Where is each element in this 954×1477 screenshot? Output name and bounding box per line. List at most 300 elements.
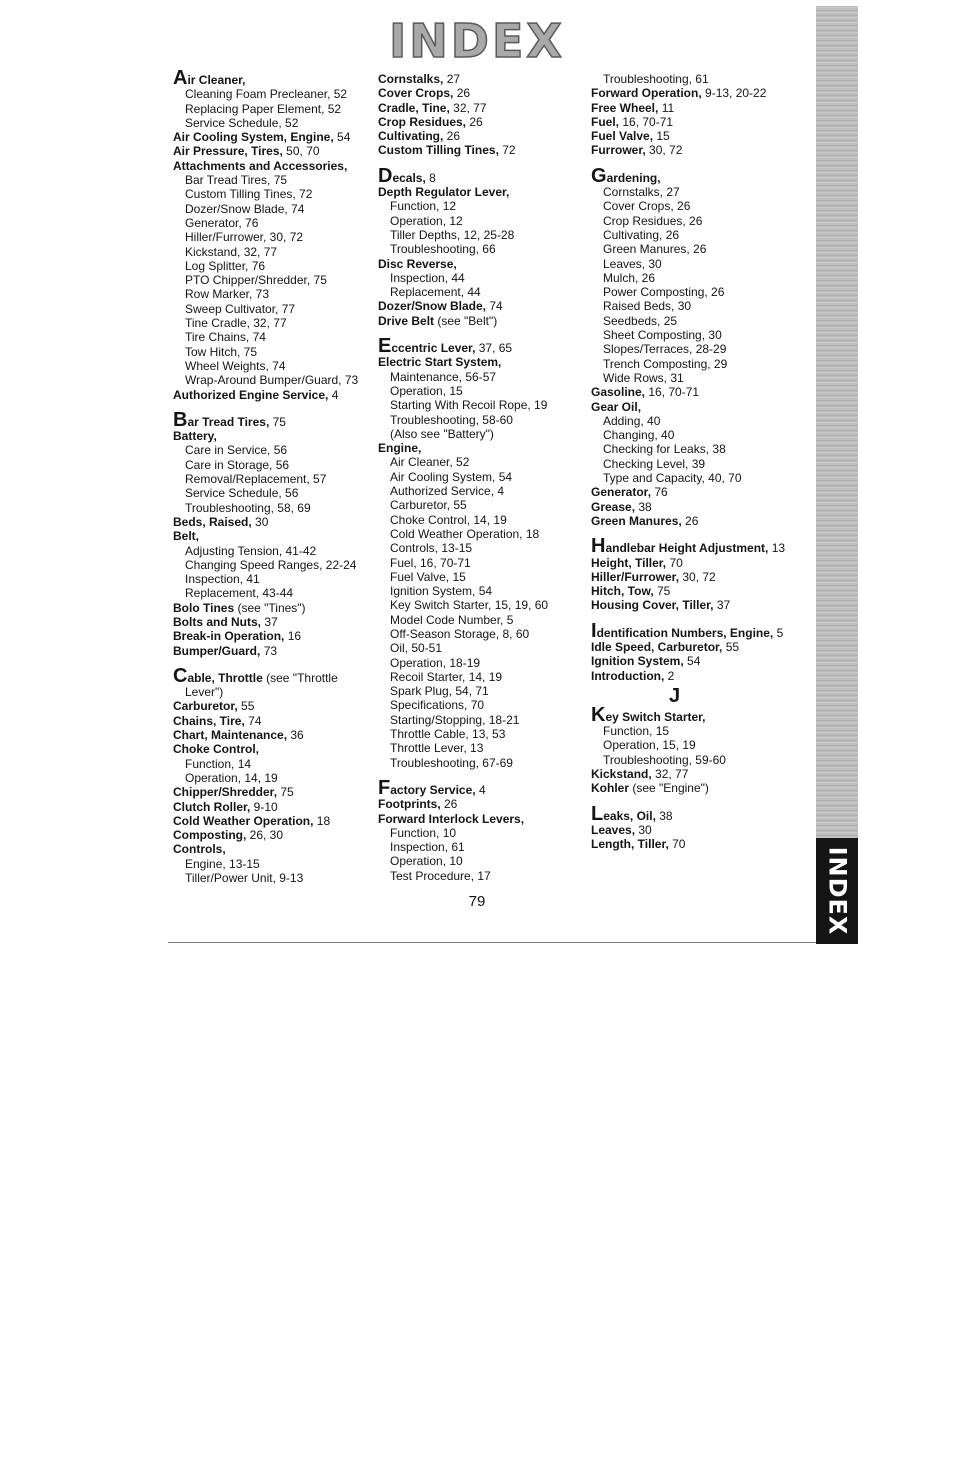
entry-term: Footprints, — [378, 797, 441, 812]
index-entry — [591, 598, 796, 612]
section-initial: C — [173, 664, 188, 687]
index-subentry: Throttle Lever, 13 — [390, 741, 484, 756]
index-entry — [173, 159, 378, 173]
entry-pages: 16, 70-71 — [619, 114, 674, 129]
index-entry — [173, 144, 378, 158]
entry-pages: 26, 30 — [246, 828, 284, 843]
index-subentry: Wide Rows, 31 — [603, 370, 684, 385]
index-subentry: Starting/Stopping, 18-21 — [390, 712, 520, 727]
section-initial: E — [378, 335, 392, 358]
index-subentry: Troubleshooting, 58, 69 — [185, 500, 311, 515]
entry-term: Chipper/Shredder, — [173, 785, 278, 800]
entry-term: Belt, — [173, 529, 200, 544]
entry-pages: 55 — [722, 639, 740, 654]
index-subentry: Care in Storage, 56 — [185, 457, 290, 472]
index-subentry: Throttle Cable, 13, 53 — [390, 727, 506, 742]
index-subentry: Ignition System, 54 — [390, 584, 493, 599]
index-subentry: Inspection, 44 — [390, 270, 465, 285]
index-entry — [173, 814, 378, 828]
index-subentry: PTO Chipper/Shredder, 75 — [185, 273, 327, 288]
index-subentry: Model Code Number, 5 — [390, 612, 514, 627]
index-subentry: Operation, 15 — [390, 383, 463, 398]
entry-term: Chart, Maintenance, — [173, 728, 288, 743]
entry-term: Forward Operation, — [591, 86, 702, 101]
index-entry — [173, 800, 378, 814]
entry-term: Cultivating, — [378, 129, 444, 144]
entry-term: Cornstalks, — [378, 72, 444, 86]
entry-pages: 30 — [251, 514, 269, 529]
index-entry — [591, 535, 796, 558]
index-entry — [378, 101, 583, 115]
entry-pages: 72 — [498, 143, 516, 158]
index-entry — [591, 837, 796, 851]
index-entry — [378, 129, 583, 143]
index-entry — [173, 714, 378, 728]
entry-pages: (see "Tines") — [234, 600, 306, 615]
index-entry — [591, 485, 796, 499]
index-entry — [591, 781, 796, 795]
entry-pages: 4 — [328, 387, 339, 402]
entry-pages: 75 — [277, 785, 294, 800]
index-subentry: Function, 14 — [185, 756, 252, 771]
section-gap — [591, 613, 796, 625]
index-entry — [173, 644, 378, 658]
section-initial: B — [173, 408, 188, 431]
entry-term: ey Switch Starter, — [605, 709, 706, 724]
entry-pages: 2 — [664, 668, 675, 683]
entry-pages: 4 — [475, 782, 486, 797]
index-subentry: Choke Control, 14, 19 — [390, 512, 507, 527]
index-subentry: Spark Plug, 54, 71 — [390, 684, 489, 699]
entry-pages: 26 — [440, 797, 458, 812]
index-subentry: Operation, 15, 19 — [603, 738, 696, 753]
index-subentry: Function, 12 — [390, 199, 457, 214]
entry-term: Leaves, — [591, 822, 636, 837]
index-entry — [173, 388, 378, 402]
index-subentry: Replacing Paper Element, 52 — [185, 101, 342, 116]
entry-pages: 74 — [486, 299, 503, 314]
index-entry — [173, 664, 378, 687]
index-entry — [378, 185, 583, 199]
index-entry — [591, 584, 796, 598]
index-entry — [591, 703, 796, 726]
section-initial: G — [591, 164, 607, 187]
index-entry — [591, 500, 796, 514]
entry-pages: 9-13, 20-22 — [701, 86, 767, 101]
index-subentry: Tow Hitch, 75 — [185, 344, 258, 359]
entry-term: Controls, — [173, 842, 226, 857]
index-subentry: Sheet Composting, 30 — [603, 328, 722, 343]
entry-pages: 8 — [425, 170, 436, 185]
section-gap — [378, 328, 583, 340]
index-entry — [591, 129, 796, 143]
side-tab — [816, 838, 858, 944]
index-entry — [591, 669, 796, 683]
index-subentry: Starting With Recoil Rope, 19 — [390, 398, 548, 413]
entry-term: Cover Crops, — [378, 86, 454, 101]
index-subentry: Type and Capacity, 40, 70 — [603, 471, 742, 486]
entry-pages: 9-10 — [250, 799, 278, 814]
index-subentry: Generator, 76 — [185, 215, 259, 230]
entry-term: andlebar Height Adjustment, — [605, 541, 769, 556]
entry-term: Hiller/Furrower, — [591, 569, 680, 584]
entry-term: Kohler — [591, 781, 630, 796]
index-subentry: Wheel Weights, 74 — [185, 358, 286, 373]
index-entry — [591, 619, 796, 642]
section-initial: H — [591, 535, 606, 558]
entry-term: Fuel, — [591, 114, 620, 129]
entry-term: Dozer/Snow Blade, — [378, 299, 487, 314]
index-entry — [378, 335, 583, 358]
index-entry — [591, 823, 796, 837]
index-entry — [378, 441, 583, 455]
index-subentry: Tiller/Power Unit, 9-13 — [185, 871, 304, 886]
index-subentry: Leaves, 30 — [603, 256, 662, 271]
index-column-1 — [173, 67, 378, 886]
index-subentry: Function, 15 — [603, 724, 670, 739]
entry-pages: 18 — [313, 813, 331, 828]
index-column-2 — [378, 72, 583, 883]
index-entry — [173, 728, 378, 742]
entry-pages: 70 — [666, 555, 683, 570]
index-column-3 — [591, 72, 796, 852]
index-subentry: Fuel Valve, 15 — [390, 569, 466, 584]
index-subentry: Engine, 13-15 — [185, 856, 260, 871]
entry-pages: (see "Engine") — [629, 781, 709, 796]
index-subentry: Test Procedure, 17 — [390, 868, 491, 883]
section-gap — [591, 796, 796, 808]
index-entry — [591, 802, 796, 825]
index-entry — [378, 355, 583, 369]
index-subentry: Key Switch Starter, 15, 19, 60 — [390, 598, 549, 613]
entry-term: Battery, — [173, 429, 217, 444]
index-subentry: Hiller/Furrower, 30, 72 — [185, 230, 304, 245]
entry-pages: 26 — [443, 129, 461, 144]
index-entry — [591, 101, 796, 115]
entry-term: ecals, — [392, 170, 426, 185]
entry-pages: (see "Throttle — [262, 670, 338, 685]
index-entry — [378, 143, 583, 157]
index-entry — [378, 776, 583, 799]
entry-pages: 30, 72 — [645, 143, 683, 158]
entry-term: Air Cooling System, Engine, — [173, 130, 334, 145]
index-entry — [173, 515, 378, 529]
entry-term: Custom Tilling Tines, — [378, 143, 499, 158]
entry-pages: 26 — [453, 86, 471, 101]
entry-term: ccentric Lever, — [391, 341, 476, 356]
entry-pages: 32, 77 — [651, 767, 689, 782]
side-tab-label: INDEX — [823, 846, 851, 936]
index-subentry: Adjusting Tension, 41-42 — [185, 543, 317, 558]
index-entry — [591, 164, 796, 187]
index-subentry: Row Marker, 73 — [185, 287, 270, 302]
entry-pages: 76 — [651, 485, 668, 500]
index-entry — [173, 601, 378, 615]
index-entry — [378, 257, 583, 271]
section-gap — [173, 658, 378, 670]
entry-pages: 26 — [466, 114, 483, 129]
index-subentry: Removal/Replacement, 57 — [185, 472, 327, 487]
index-subentry: Cultivating, 26 — [603, 227, 680, 242]
section-initial: D — [378, 164, 393, 187]
entry-term: Break-in Operation, — [173, 629, 285, 644]
index-subentry: Cornstalks, 27 — [603, 185, 680, 200]
index-subentry: Operation, 14, 19 — [185, 770, 278, 785]
entry-pages: 75 — [653, 584, 671, 599]
index-subentry: Checking Level, 39 — [603, 456, 706, 471]
index-subentry: Cover Crops, 26 — [603, 199, 691, 214]
index-subentry: Air Cleaner, 52 — [390, 455, 470, 470]
index-subentry: Service Schedule, 56 — [185, 486, 299, 501]
side-tab-texture — [816, 6, 858, 944]
index-subentry: Slopes/Terraces, 28-29 — [603, 342, 727, 357]
index-entry — [591, 767, 796, 781]
entry-pages: 74 — [244, 713, 262, 728]
entry-term: Generator, — [591, 485, 652, 500]
index-entry — [378, 314, 583, 328]
index-entry — [173, 699, 378, 713]
index-subentry: Adding, 40 — [603, 413, 661, 428]
index-subentry: Specifications, 70 — [390, 698, 485, 713]
entry-term: eaks, Oil, — [603, 808, 656, 823]
entry-pages: 13 — [768, 541, 786, 556]
index-subentry: Maintenance, 56-57 — [390, 369, 497, 384]
entry-term: Beds, Raised, — [173, 514, 252, 529]
entry-term: Gear Oil, — [591, 399, 642, 414]
index-entry — [378, 797, 583, 811]
entry-term: Idle Speed, Carburetor, — [591, 639, 723, 654]
entry-term: able, Throttle — [187, 670, 263, 685]
entry-pages: 75 — [269, 414, 286, 429]
entry-pages: 16, 70-71 — [645, 385, 700, 400]
entry-term: Chains, Tire, — [173, 713, 245, 728]
index-entry — [591, 400, 796, 414]
entry-pages: 70 — [668, 837, 686, 852]
entry-pages: 30, 72 — [679, 569, 716, 584]
entry-pages: 50, 70 — [282, 144, 320, 159]
entry-term: Depth Regulator Lever, — [378, 185, 510, 200]
index-entry — [591, 640, 796, 654]
entry-pages: 54 — [683, 654, 701, 669]
entry-pages: 73 — [260, 643, 278, 658]
index-entry — [173, 615, 378, 629]
index-subentry: Operation, 12 — [390, 213, 463, 228]
index-entry — [591, 514, 796, 528]
index-subentry: Dozer/Snow Blade, 74 — [185, 201, 305, 216]
index-subentry: Air Cooling System, 54 — [390, 469, 513, 484]
entry-pages: 37 — [713, 598, 731, 613]
index-entry — [591, 143, 796, 157]
entry-term: Bolts and Nuts, — [173, 614, 262, 629]
index-entry — [591, 556, 796, 570]
entry-pages: 26 — [681, 513, 699, 528]
entry-term: Authorized Engine Service, — [173, 387, 329, 402]
entry-pages: 30 — [635, 822, 652, 837]
entry-pages: 38 — [635, 499, 652, 514]
index-subentry: Troubleshooting, 67-69 — [390, 755, 513, 770]
entry-term: ir Cleaner, — [187, 73, 246, 87]
entry-term: Forward Interlock Levers, — [378, 811, 525, 826]
index-subentry: Sweep Cultivator, 77 — [185, 301, 296, 316]
index-entry — [173, 408, 378, 431]
entry-term: Height, Tiller, — [591, 555, 667, 570]
section-gap — [173, 402, 378, 414]
index-entry — [173, 828, 378, 842]
index-subentry: Off-Season Storage, 8, 60 — [390, 626, 530, 641]
entry-term: Engine, — [378, 441, 422, 456]
index-subentry: Oil, 50-51 — [390, 641, 443, 656]
entry-pages: 37 — [261, 614, 278, 629]
entry-term: Drive Belt — [378, 313, 435, 328]
entry-pages: 16 — [284, 629, 302, 644]
entry-term: Cradle, Tine, — [378, 100, 450, 115]
index-subentry: (Also see "Battery") — [390, 426, 494, 441]
page-title: INDEX — [389, 14, 565, 68]
index-subentry: Controls, 13-15 — [390, 541, 473, 556]
entry-pages: 36 — [287, 728, 304, 743]
index-subentry: Authorized Service, 4 — [390, 484, 505, 499]
index-subentry: Cold Weather Operation, 18 — [390, 526, 540, 541]
index-subentry: Raised Beds, 30 — [603, 299, 692, 314]
index-entry — [378, 299, 583, 313]
entry-term: Cold Weather Operation, — [173, 813, 314, 828]
entry-pages: 15 — [653, 129, 670, 144]
index-entry — [378, 164, 583, 187]
entry-term: Air Pressure, Tires, — [173, 144, 283, 159]
index-entry — [591, 115, 796, 129]
entry-term: Length, Tiller, — [591, 837, 669, 852]
index-subentry: Troubleshooting, 66 — [390, 242, 496, 257]
index-entry — [378, 72, 583, 86]
index-subentry: Trench Composting, 29 — [603, 356, 728, 371]
page-number: 79 — [468, 893, 486, 910]
index-subentry: Function, 10 — [390, 825, 457, 840]
entry-pages: 32, 77 — [449, 100, 487, 115]
index-subentry: Custom Tilling Tines, 72 — [185, 187, 313, 202]
index-entry — [173, 429, 378, 443]
entry-term: ar Tread Tires, — [187, 414, 270, 429]
index-entry — [591, 385, 796, 399]
index-subentry: Kickstand, 32, 77 — [185, 244, 278, 259]
section-gap — [378, 158, 583, 170]
index-subentry: Carburetor, 55 — [390, 498, 467, 513]
index-subentry: Tiller Depths, 12, 25-28 — [390, 227, 515, 242]
index-subentry: Inspection, 61 — [390, 840, 465, 855]
entry-term: Ignition System, — [591, 654, 684, 669]
index-subentry: Wrap-Around Bumper/Guard, 73 — [185, 373, 359, 388]
index-entry — [591, 570, 796, 584]
index-subentry: Care in Service, 56 — [185, 443, 288, 458]
index-subentry: Inspection, 41 — [185, 572, 260, 587]
section-initial: A — [173, 67, 188, 89]
section-gap — [591, 158, 796, 170]
entry-term: Fuel Valve, — [591, 129, 654, 144]
index-entry — [173, 742, 378, 756]
entry-term: Crop Residues, — [378, 114, 467, 129]
index-subentry: Recoil Starter, 14, 19 — [390, 669, 503, 684]
entry-pages: 11 — [658, 100, 675, 115]
index-entry — [591, 86, 796, 100]
entry-term: Bumper/Guard, — [173, 643, 261, 658]
entry-term: Green Manures, — [591, 513, 682, 528]
index-subentry: Changing, 40 — [603, 428, 675, 443]
section-initial: F — [378, 776, 391, 799]
entry-pages: 54 — [333, 130, 351, 145]
entry-pages: 37, 65 — [475, 341, 513, 356]
index-subentry: Crop Residues, 26 — [603, 213, 703, 228]
entry-pages: 55 — [237, 699, 255, 714]
entry-term: Clutch Roller, — [173, 799, 251, 814]
index-subentry: Tire Chains, 74 — [185, 330, 266, 345]
index-subentry: Operation, 18-19 — [390, 655, 481, 670]
index-subentry: Troubleshooting, 61 — [603, 72, 709, 86]
section-gap — [378, 770, 583, 782]
index-subentry: Lever") — [185, 685, 224, 700]
section-initial: L — [591, 802, 604, 825]
index-entry — [591, 654, 796, 668]
entry-term: Electric Start System, — [378, 355, 502, 370]
entry-term: Bolo Tines — [173, 600, 235, 615]
index-subentry: Troubleshooting, 58-60 — [390, 412, 513, 427]
index-subentry: Power Composting, 26 — [603, 285, 725, 300]
entry-term: Kickstand, — [591, 767, 652, 782]
section-letter: J — [669, 684, 681, 707]
index-subentry: Replacement, 43-44 — [185, 586, 294, 601]
entry-term: Housing Cover, Tiller, — [591, 598, 714, 613]
index-entry — [173, 785, 378, 799]
index-subentry: Changing Speed Ranges, 22-24 — [185, 557, 357, 572]
section-initial: K — [591, 703, 606, 726]
index-entry — [173, 130, 378, 144]
index-entry — [173, 529, 378, 543]
index-entry — [173, 67, 378, 89]
entry-term: dentification Numbers, Engine, — [596, 625, 774, 640]
index-subentry: Seedbeds, 25 — [603, 313, 678, 328]
index-entry — [173, 629, 378, 643]
index-subentry: Bar Tread Tires, 75 — [185, 173, 288, 188]
entry-term: Carburetor, — [173, 699, 238, 714]
index-subentry: Cleaning Foam Precleaner, 52 — [185, 87, 348, 102]
index-subentry: Green Manures, 26 — [603, 242, 707, 257]
entry-term: Gasoline, — [591, 385, 646, 400]
index-entry — [173, 842, 378, 856]
entry-pages: 38 — [655, 808, 673, 823]
entry-term: Attachments and Accessories, — [173, 158, 348, 173]
entry-pages: (see "Belt") — [434, 313, 498, 328]
index-subentry: Tine Cradle, 32, 77 — [185, 316, 287, 331]
entry-term: Composting, — [173, 828, 247, 843]
entry-pages: 5 — [773, 625, 784, 640]
index-subentry: Troubleshooting, 59-60 — [603, 752, 726, 767]
index-entry — [378, 115, 583, 129]
section-initial: I — [591, 619, 597, 642]
entry-pages: 27 — [443, 72, 461, 86]
entry-term: Furrower, — [591, 143, 646, 158]
entry-term: Disc Reverse, — [378, 256, 457, 271]
index-subentry: Replacement, 44 — [390, 285, 481, 300]
entry-term: Introduction, — [591, 668, 665, 683]
index-subentry: Fuel, 16, 70-71 — [390, 555, 471, 570]
entry-term: Grease, — [591, 499, 636, 514]
index-subentry: Mulch, 26 — [603, 270, 656, 285]
entry-term: actory Service, — [390, 782, 476, 797]
index-entry — [378, 86, 583, 100]
section-gap — [591, 528, 796, 540]
entry-term: Choke Control, — [173, 742, 259, 757]
index-entry — [378, 812, 583, 826]
index-subentry: Checking for Leaks, 38 — [603, 442, 726, 457]
entry-term: ardening, — [606, 170, 661, 185]
